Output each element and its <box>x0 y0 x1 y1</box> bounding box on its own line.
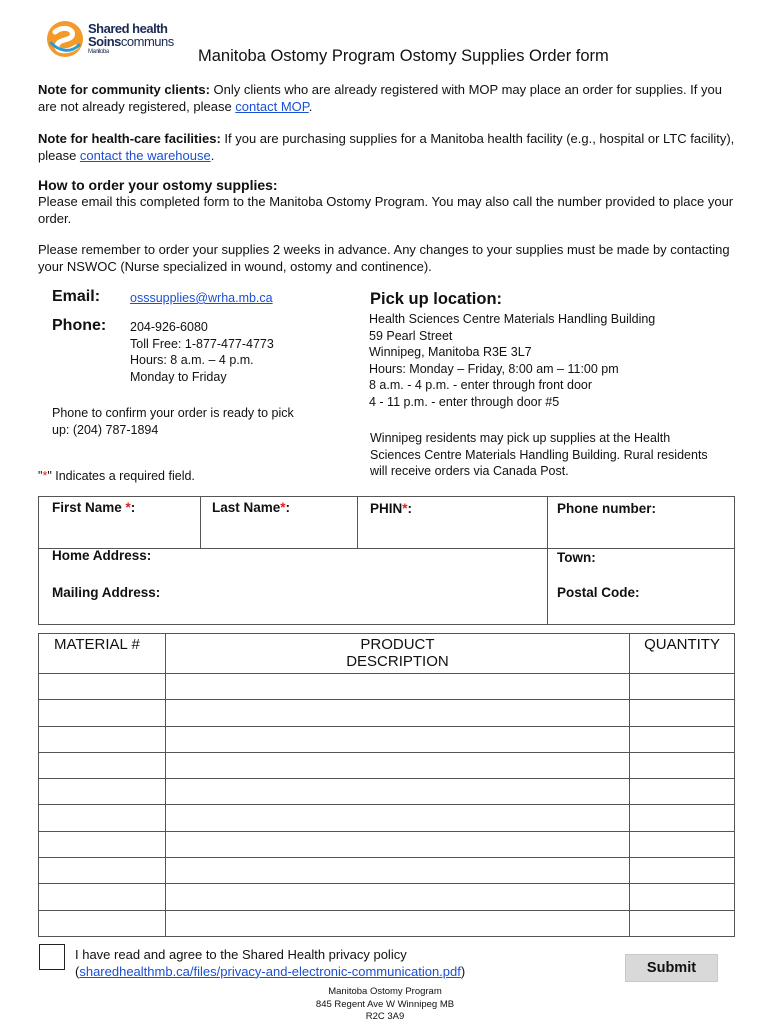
material-number-cell[interactable] <box>39 910 166 936</box>
phone-label: Phone: <box>52 317 107 334</box>
postal-code-field[interactable]: Postal Code: <box>557 585 640 600</box>
home-address-field[interactable]: Home Address: <box>52 548 152 563</box>
quantity-cell[interactable] <box>630 700 735 726</box>
town-field[interactable]: Town: <box>557 550 596 565</box>
material-number-cell[interactable] <box>39 805 166 831</box>
table-row <box>39 805 735 831</box>
material-number-cell[interactable] <box>39 700 166 726</box>
how-to-order-heading: How to order your ostomy supplies: <box>38 177 278 193</box>
quantity-cell[interactable] <box>630 805 735 831</box>
quantity-cell[interactable] <box>630 674 735 700</box>
page-title: Manitoba Ostomy Program Ostomy Supplies Order form <box>198 47 609 65</box>
pickup-location-heading: Pick up location: <box>370 290 503 308</box>
contact-warehouse-link[interactable]: contact the warehouse <box>79 147 211 163</box>
note-health-care-facilities: Note for health-care facilities: If you are purchasing supplies for a Manitoba health facility (e.g., hospital or LTC facility), please contact the warehouse. <box>38 131 735 163</box>
email-label: Email: <box>52 288 101 305</box>
phin-field[interactable]: PHIN*: <box>370 501 413 516</box>
quantity-header: QUANTITY <box>630 634 735 674</box>
table-row <box>39 884 735 910</box>
material-number-cell[interactable] <box>39 674 166 700</box>
material-number-cell[interactable] <box>39 726 166 752</box>
table-row <box>39 700 735 726</box>
material-number-cell[interactable] <box>39 884 166 910</box>
table-row <box>39 674 735 700</box>
pickup-confirm-phone: Phone to confirm your order is ready to pick up: (204) 787-1894 <box>52 406 294 437</box>
required-field-note: "*" Indicates a required field. <box>38 469 195 483</box>
footer-address: Manitoba Ostomy Program 845 Regent Ave W Winnipeg MB R2C 3A9 <box>315 986 455 1022</box>
email-link[interactable]: osssupplies@wrha.mb.ca <box>130 291 273 305</box>
table-row <box>39 726 735 752</box>
product-description-cell[interactable] <box>165 805 629 831</box>
pickup-address: Health Sciences Centre Materials Handling Building 59 Pearl Street Winnipeg, Manitoba R3E 3L7 Hours: Monday – Friday, 8:00 am – 11:00 pm 8 a.m. - 4 p.m. - enter through front door 4 - 11 p.m. - enter through door #5 <box>369 312 656 409</box>
privacy-agreement-text: I have read and agree to the Shared Health privacy policy (sharedhealthmb.ca/files/privacy-and-electronic-communication.pdf) <box>75 947 466 979</box>
product-description-cell[interactable] <box>165 910 629 936</box>
product-description-cell[interactable] <box>165 700 629 726</box>
quantity-cell[interactable] <box>630 752 735 778</box>
quantity-cell[interactable] <box>630 910 735 936</box>
privacy-policy-link[interactable]: sharedhealthmb.ca/files/privacy-and-electronic-communication.pdf <box>79 963 461 979</box>
how-to-order-text: Please email this completed form to the Manitoba Ostomy Program. You may also call the number provided to place your order. <box>38 194 734 226</box>
last-name-field[interactable]: Last Name*: <box>212 500 291 515</box>
product-description-cell[interactable] <box>165 726 629 752</box>
material-number-header: MATERIAL # <box>39 634 166 674</box>
quantity-cell[interactable] <box>630 779 735 805</box>
table-row <box>39 779 735 805</box>
shared-health-logo-icon <box>45 19 85 59</box>
note-community-clients: Note for community clients: Only clients who are already registered with MOP may place an order for supplies. If you are not already registered, please contact MOP. <box>38 82 722 114</box>
product-description-cell[interactable] <box>165 831 629 857</box>
logo-text: Shared health Soinscommuns Manitoba <box>88 21 174 55</box>
advance-order-text: Please remember to order your supplies 2 weeks in advance. Any changes to your supplies must be made by contacting your NSWOC (Nurse specialized in wound, ostomy and continence). <box>38 242 730 274</box>
submit-button[interactable]: Submit <box>625 954 718 982</box>
table-row <box>39 831 735 857</box>
quantity-cell[interactable] <box>630 884 735 910</box>
material-number-cell[interactable] <box>39 858 166 884</box>
quantity-cell[interactable] <box>630 726 735 752</box>
product-description-cell[interactable] <box>165 779 629 805</box>
quantity-cell[interactable] <box>630 831 735 857</box>
table-row <box>39 858 735 884</box>
product-description-header: PRODUCT DESCRIPTION <box>165 634 629 674</box>
mailing-address-field[interactable]: Mailing Address: <box>52 585 161 600</box>
material-number-cell[interactable] <box>39 779 166 805</box>
material-number-cell[interactable] <box>39 831 166 857</box>
privacy-agree-checkbox[interactable] <box>39 944 65 970</box>
first-name-field[interactable]: First Name *: <box>52 500 136 515</box>
phone-details: 204-926-6080 Toll Free: 1-877-477-4773 Hours: 8 a.m. – 4 p.m. Monday to Friday <box>130 320 274 384</box>
quantity-cell[interactable] <box>630 858 735 884</box>
material-number-cell[interactable] <box>39 752 166 778</box>
product-description-cell[interactable] <box>165 884 629 910</box>
table-row <box>39 910 735 936</box>
contact-mop-link[interactable]: contact MOP <box>235 98 309 114</box>
product-description-cell[interactable] <box>165 752 629 778</box>
materials-table <box>38 633 735 937</box>
product-description-cell[interactable] <box>165 674 629 700</box>
pickup-note: Winnipeg residents may pick up supplies at the Health Sciences Centre Materials Handling Building. Rural residents will receive orders via Canada Post. <box>370 431 708 478</box>
phone-number-field[interactable]: Phone number: <box>557 501 657 516</box>
product-description-cell[interactable] <box>165 858 629 884</box>
table-row <box>39 752 735 778</box>
